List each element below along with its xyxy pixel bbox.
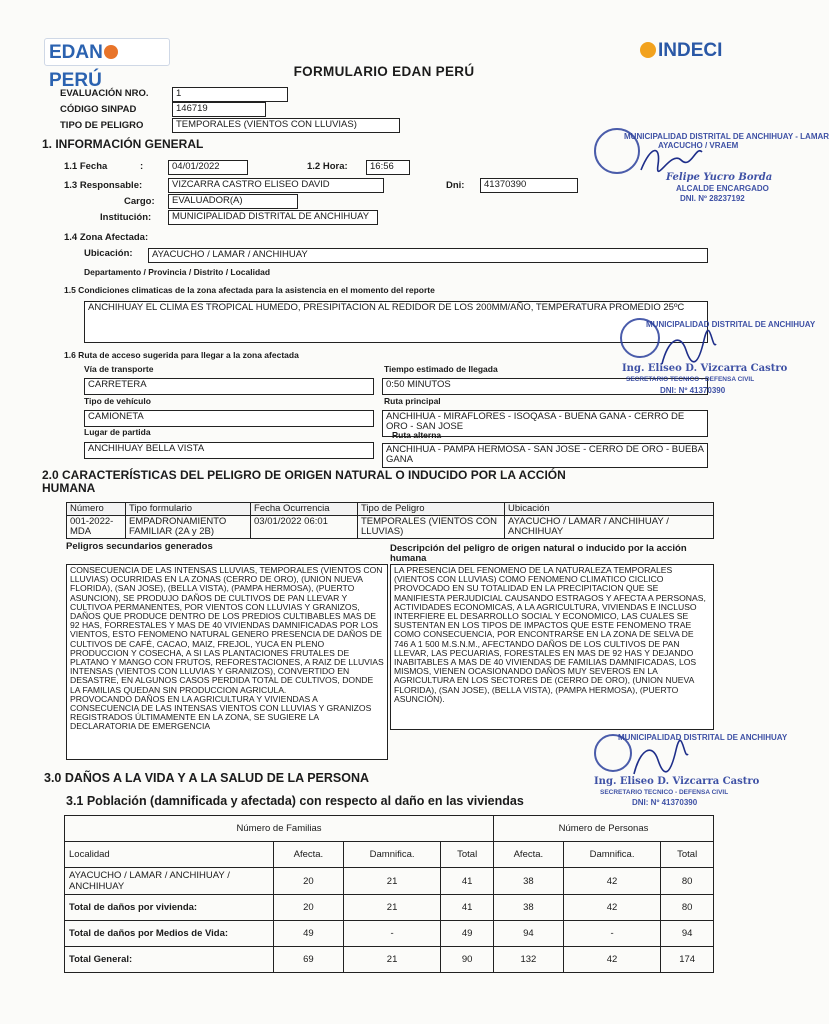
row-value: 94 [661, 921, 714, 947]
row-value: 41 [441, 868, 494, 895]
row-value: 49 [274, 921, 344, 947]
row-value: 21 [343, 868, 441, 895]
responsable-label: 1.3 Responsable: [64, 180, 143, 191]
descripcion-text: LA PRESENCIA DEL FENOMENO DE LA NATURALEZA TEMPORALES (VIENTOS CON LLUVIAS) COMO FENOMENO CLIMATICO CICLICO PROVOCADO EN SU TOTALIDAD EN LA PRECIPITACION QUE SE MANIFIESTA PERJUDICIAL CAUSANDO ESTRAGOS Y AFECTA A PERSONAS, ACTIVIDADES ECONOMICAS, A LA AGRICULTURA, VIVIENDAS E INCLUSO INTERFIERE EL DESARROLLO SOCIAL Y ECONOMICO, LAS CUALES SE SUSTENTAN EN LOS TIPOS DE IMPACTOS QUE ESTE FENOMENO TRAE COMO CONSECUENCIA, POR ENCONTRARSE EN LA ZONA DE SELVA DE 746 A 1 500 M.S.N.M., AFECTANDO DAÑOS DE LOS CULTIVOS DE PAN LLEVAR, LAS PECUARIAS, FORESTALES EN MAS DE 92 HAS Y DEJANDO INABITABLES A MAS DE 40 VIVIENDAS DE FAMILIAS DAMNIFICADAS, LOS MISMOS, VIENEN OCASIONANDO DAÑOS MUY SEVEROS EN LA AGRICULTURA EN LOS SECTORES DE (CERRO DE ORO), (UNION NUEVA FLORIDA), (SAN JOSE), (BELLA VISTA), (PAMPA HERMOSA), (PUERTO ASUNCIÓN). [390, 564, 714, 730]
fecha-colon: : [140, 161, 144, 172]
vehiculo-field: CAMIONETA [84, 410, 374, 427]
col-per-damnifica: Damnifica. [563, 842, 661, 868]
sinpad-label: CÓDIGO SINPAD [60, 104, 137, 115]
row-label: AYACUCHO / LAMAR / ANCHIHUAY / ANCHIHUAY [65, 868, 274, 895]
tiempo-field: 0:50 MINUTOS [382, 378, 708, 395]
indeci-logo: INDECI [640, 40, 722, 62]
col-ubicacion: Ubicación [505, 503, 714, 516]
row-value: 20 [274, 868, 344, 895]
cell-numero: 001-2022-MDA [67, 516, 126, 539]
indeci-emblem-icon [640, 42, 656, 58]
table-row [65, 895, 714, 921]
section-3-1-heading: 3.1 Población (damnificada y afectada) con respecto al daño en las viviendas [66, 794, 524, 808]
stamp-municipalidad-2: MUNICIPALIDAD DISTRITAL DE ANCHIHUAY [646, 320, 816, 329]
descripcion-label: Descripción del peligro de origen natural o inducido por la acción humana [390, 543, 687, 564]
row-value: - [343, 921, 441, 947]
partida-field: ANCHIHUAY BELLA VISTA [84, 442, 374, 459]
stamp-alcalde-dni: DNI. Nº 28237192 [680, 194, 745, 203]
ruta-principal-field: ANCHIHUA - MIRAFLORES - ISOQASA - BUENA GANA - CERRO DE ORO - SAN JOSE [382, 410, 708, 437]
cell-ubicacion: AYACUCHO / LAMAR / ANCHIHUAY / ANCHIHUAY [505, 516, 714, 539]
section-1-heading: 1. INFORMACIÓN GENERAL [42, 137, 204, 151]
stamp-municipalidad-3: MUNICIPALIDAD DISTRITAL DE ANCHIHUAY [618, 733, 788, 742]
vehiculo-label: Tipo de vehículo [84, 396, 151, 406]
stamp-alcalde-name: Felipe Yucro Borda [666, 172, 773, 183]
row-value: 80 [661, 895, 714, 921]
stamp-ayacucho: AYACUCHO / VRAEM [658, 141, 739, 150]
stamp-eliseo-name: Ing. Eliseo D. Vizcarra Castro [622, 363, 788, 374]
col-per-total: Total [661, 842, 714, 868]
cell-tipo-peligro: TEMPORALES (VIENTOS CON LLUVIAS) [358, 516, 505, 539]
sun-icon [104, 45, 118, 59]
departamento-caption: Departamento / Provincia / Distrito / Localidad [84, 267, 271, 277]
familias-header: Número de Familias [65, 816, 494, 842]
cell-tipo-formulario: EMPADRONAMIENTO FAMILIAR (2A y 2B) [126, 516, 251, 539]
row-value: 21 [343, 895, 441, 921]
via-field: CARRETERA [84, 378, 374, 395]
stamp-eliseo-dni-2: DNI: Nº 41370390 [632, 798, 698, 807]
poblacion-table [64, 815, 714, 973]
tiempo-label: Tiempo estimado de llegada [384, 364, 498, 374]
row-value: 38 [493, 895, 563, 921]
col-tipo-peligro: Tipo de Peligro [358, 503, 505, 516]
eval-label: EVALUACIÓN NRO. [60, 88, 149, 99]
row-label: Total de daños por vivienda: [65, 895, 274, 921]
row-value: 94 [493, 921, 563, 947]
col-per-afecta: Afecta. [493, 842, 563, 868]
row-value: 41 [441, 895, 494, 921]
hora-field: 16:56 [366, 160, 410, 175]
stamp-municipalidad: MUNICIPALIDAD DISTRITAL DE ANCHIHUAY - LAMAR [624, 132, 829, 141]
condiciones-label: 1.5 Condiciones climaticas de la zona afectada para la asistencia en el momento del reporte [64, 285, 435, 295]
row-value: 42 [563, 868, 661, 895]
section-3-heading: 3.0 DAÑOS A LA VIDA Y A LA SALUD DE LA PERSONA [44, 771, 370, 785]
ubicacion-label: Ubicación: [84, 248, 133, 259]
ruta-principal-label: Ruta principal [384, 396, 441, 406]
peligro-table [66, 502, 714, 539]
hora-label: 1.2 Hora: [307, 161, 348, 172]
col-fam-damnifica: Damnifica. [343, 842, 441, 868]
row-label: Total de daños por Medios de Vida: [65, 921, 274, 947]
sinpad-field: 146719 [172, 102, 266, 117]
peligros-secundarios-text: CONSECUENCIA DE LAS INTENSAS LLUVIAS, TEMPORALES (VIENTOS CON LLUVIAS) OCURRIDAS EN LA ZONAS (CERRO DE ORO), (UNION NUEVA FLORIDA), (SAN JOSE), (BELLA VISTA), (PAMPA HERMOSA), (PUERTO ASUNCION), SE PRODUJO DAÑOS DE CULTIVOS DE PAN LLEVAR Y CULTIVOA PERMANENTES, POR VIENTOS CON LLUVIAS Y GRANIZOS, DAÑOS QUE PRODUCE DENTRO DE LOS PREDIOS CULTIBABLES MAS DE 92 HAS, FORRESTALES Y MAS DE 40 VIVIENDAS DAMNIFICADAS POR LOS VIENTOS, ESTO FENOMENO NATURAL GENERO PRESENCIA DE DAÑOS DE CULTIVOS DE CAFÉ, CACAO, MAIZ, FREJOL, YUCA EN PLENO PRODUCCION Y COSECHA, A SI LAS PLANTACIONES FRUTALES DE PLATANO Y MANGO CON FRUTOS, REFORESTACIONES, A RAIZ DE LLUVIAS INTENSAS (VIENTOS CON LLUVIAS Y GRANIZOS), CONVERTIDO EN DESASTRE, EN ALGUNOS CASOS PERDIDA TOTAL DE CULTIVOS, DONDE LA FAMILIAS QUEDAN SIN PRODUCCION AGRICULA. PROVOCANDO DAÑOS EN LA AGRICULTURA Y VIVIENDAS A CONSECUENCIA DE LAS INTENSAS VIENTOS CON LLUVIAS Y GRANIZOS REGISTRADOS ÚLTIMAMENTE EN LA ZONA, SE SUGIERE LA DECLARATORIA DE EMERGENCIA [66, 564, 388, 760]
col-fam-afecta: Afecta. [274, 842, 344, 868]
col-fam-total: Total [441, 842, 494, 868]
row-value: 80 [661, 868, 714, 895]
peligro-label: TIPO DE PELIGRO [60, 120, 144, 131]
col-fecha-ocurrencia: Fecha Ocurrencia [251, 503, 358, 516]
row-value: 69 [274, 947, 344, 973]
dni-field: 41370390 [480, 178, 578, 193]
peligro-field: TEMPORALES (VIENTOS CON LLUVIAS) [172, 118, 400, 133]
zona-label: 1.4 Zona Afectada: [64, 232, 149, 243]
ruta-acceso-label: 1.6 Ruta de acceso sugerida para llegar a la zona afectada [64, 350, 299, 360]
signature-evaluador-2 [630, 740, 690, 780]
cell-fecha: 03/01/2022 06:01 [251, 516, 358, 539]
form-title: FORMULARIO EDAN PERÚ [293, 64, 475, 79]
fecha-field: 04/01/2022 [168, 160, 248, 175]
row-value: 90 [441, 947, 494, 973]
row-value: 132 [493, 947, 563, 973]
row-value: 49 [441, 921, 494, 947]
dni-label: Dni: [446, 180, 465, 191]
row-value: 21 [343, 947, 441, 973]
responsable-field: VIZCARRA CASTRO ELISEO DAVID [168, 178, 384, 193]
table-row [65, 868, 714, 895]
cargo-field: EVALUADOR(A) [168, 194, 298, 209]
section-2-heading: 2.0 CARACTERÍSTICAS DEL PELIGRO DE ORIGEN NATURAL O INDUCIDO POR LA ACCIÓN HUMANA [42, 468, 566, 495]
ruta-alterna-field: ANCHIHUA - PAMPA HERMOSA - SAN JOSE - CERRO DE ORO - BUEBA GANA [382, 443, 708, 468]
peligros-secundarios-label: Peligros secundarios generados [66, 541, 213, 552]
ubicacion-field: AYACUCHO / LAMAR / ANCHIHUAY [148, 248, 708, 263]
row-label: Total General: [65, 947, 274, 973]
table-row [65, 947, 714, 973]
fecha-label: 1.1 Fecha [64, 161, 108, 172]
via-label: Vía de transporte [84, 364, 154, 374]
table-row [65, 921, 714, 947]
row-value: 42 [563, 895, 661, 921]
personas-header: Número de Personas [493, 816, 713, 842]
institucion-label: Institución: [100, 212, 152, 223]
stamp-eliseo-name-2: Ing. Eliseo D. Vizcarra Castro [594, 776, 760, 787]
partida-label: Lugar de partida [84, 427, 151, 437]
row-value: 174 [661, 947, 714, 973]
row-value: - [563, 921, 661, 947]
condiciones-field: ANCHIHUAY EL CLIMA ES TROPICAL HUMEDO, PRESIPITACION AL REDIDOR DE LOS 200MM/AÑO, TEMPERATURA PROMEDIO 25ºC [84, 301, 708, 343]
signature-evaluador [658, 330, 718, 370]
row-value: 42 [563, 947, 661, 973]
cargo-label: Cargo: [124, 196, 155, 207]
ruta-alterna-label: Ruta alterna [392, 430, 442, 440]
col-localidad: Localidad [65, 842, 274, 868]
stamp-eliseo-dni: DNI: Nº 41370390 [660, 386, 726, 395]
col-tipo-formulario: Tipo formulario [126, 503, 251, 516]
signature-alcalde [636, 140, 706, 180]
row-value: 20 [274, 895, 344, 921]
institucion-field: MUNICIPALIDAD DISTRITAL DE ANCHIHUAY [168, 210, 378, 225]
col-numero: Número [67, 503, 126, 516]
edan-peru-logo: EDANPERÚ [44, 38, 170, 66]
stamp-secretario-2: SECRETARIO TECNICO - DEFENSA CIVIL [600, 789, 729, 796]
eval-field: 1 [172, 87, 288, 102]
stamp-secretario: SECRETARIO TECNICO - DEFENSA CIVIL [626, 376, 755, 383]
stamp-alcalde-role: ALCALDE ENCARGADO [676, 184, 769, 193]
row-value: 38 [493, 868, 563, 895]
